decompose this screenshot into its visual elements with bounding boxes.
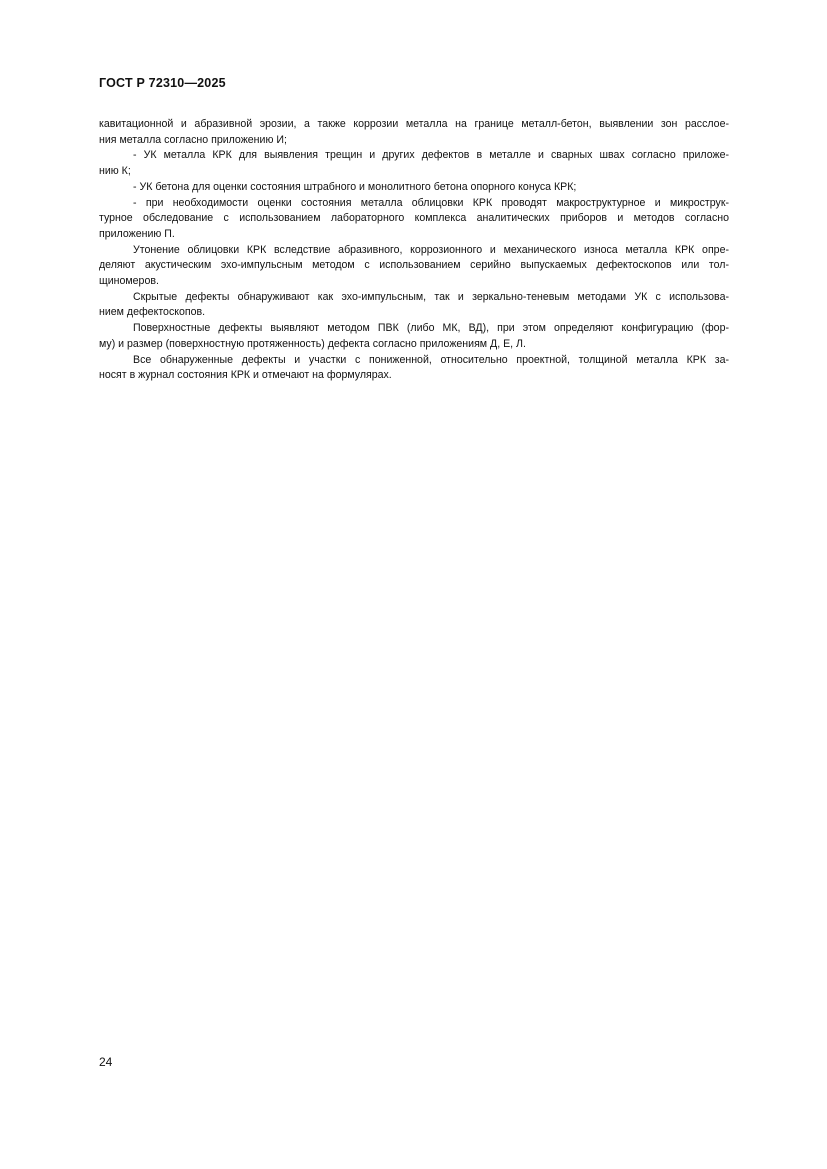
paragraph-line: Утонение облицовки КРК вследствие абразивного, коррозионного и механического износа металла КРК опре- — [133, 243, 729, 256]
text-line: деляют акустическим эхо-импульсным методом с использованием серийно выпускаемых дефектоскопов или тол- — [99, 259, 729, 272]
text-line: му) и размер (поверхностную протяженность) дефекта согласно приложениям Д, Е, Л. — [99, 337, 526, 350]
paragraph-line: Поверхностные дефекты выявляют методом ПВК (либо МК, ВД), при этом определяют конфигурацию (фор- — [133, 322, 729, 335]
text-line: носят в журнал состояния КРК и отмечают на формулярах. — [99, 369, 392, 382]
text-line: ния металла согласно приложению И; — [99, 133, 287, 146]
paragraph-line: Все обнаруженные дефекты и участки с пониженной, относительно проектной, толщиной металла КРК за- — [133, 353, 729, 366]
document-body — [99, 117, 729, 384]
document-header: ГОСТ Р 72310—2025 — [99, 76, 226, 90]
text-line: нию К; — [99, 165, 131, 178]
text-line: приложению П. — [99, 227, 175, 240]
text-line: кавитационной и абразивной эрозии, а также коррозии металла на границе металл-бетон, выявлении зон расслое- — [99, 118, 729, 130]
list-item-line: - УК бетона для оценки состояния штрабного и монолитного бетона опорного конуса КРК; — [133, 180, 577, 193]
text-line: нием дефектоскопов. — [99, 306, 206, 319]
page-number: 24 — [99, 1055, 113, 1069]
text-line: турное обследование с использованием лабораторного комплекса аналитических приборов и методов согласно — [99, 212, 729, 225]
text-line: щиномеров. — [99, 275, 159, 288]
paragraph-line: Скрытые дефекты обнаруживают как эхо-импульсным, так и зеркально-теневым методами УК с использова- — [133, 290, 729, 303]
list-item-line: - при необходимости оценки состояния металла облицовки КРК проводят макроструктурное и микрострук- — [133, 196, 729, 209]
list-item-line: - УК металла КРК для выявления трещин и других дефектов в металле и сварных швах согласно приложе- — [133, 149, 729, 162]
